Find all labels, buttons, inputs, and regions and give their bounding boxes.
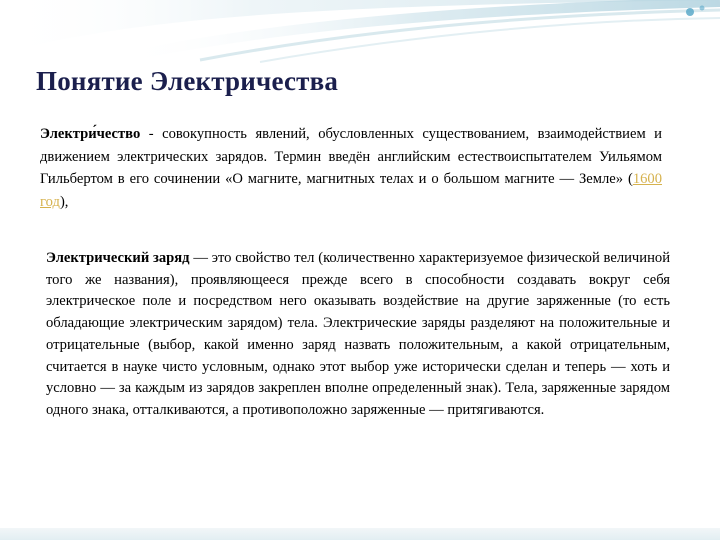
field-word: поле — [142, 293, 172, 310]
slide-title: Понятие Электричества — [36, 66, 339, 96]
paragraph2-text-b: и посредством него оказывать воздействие на другие заряженные (то есть обладающие электрическим зарядом) тела. Электрические заряды разделяют на положительные и отрицательные (выбор, какой именно заряд назвать положительным, а какой отрицательным, считается в науке чисто условным, однако этот выбор уже исторически сделан и теперь — хоть и условно — за каждым из зарядов закреплен вполне определенный знак). Тела, заряженные зарядом одного знака, отталкиваются, а противоположно заряженные — притягиваются. — [46, 293, 670, 418]
year-link[interactable]: 1600 год — [40, 171, 662, 210]
term-electric-charge: Электрический заряд — [46, 250, 190, 266]
paragraph1-text-a: - совокупность явлений, обусловленных существованием, взаимодействием и движением электрических зарядов. Термин введён английским естествоиспытателем Уильямом Гильбертом в его сочинении «О магните, магнитных телах и о большом магните — Земле» ( — [40, 126, 662, 188]
paragraph2-text-a: — это свойство тел (количественно характеризуемое физической величиной того же названия), проявляющееся прежде всего в способности создавать вокруг себя электрическое — [46, 250, 670, 310]
paragraph1-text-b: ), — [59, 193, 69, 210]
bottom-border — [0, 528, 720, 540]
term-electricity: Электри́чество — [40, 126, 141, 142]
electric-charge-paragraph — [46, 248, 670, 422]
electricity-definition-paragraph — [40, 123, 662, 213]
